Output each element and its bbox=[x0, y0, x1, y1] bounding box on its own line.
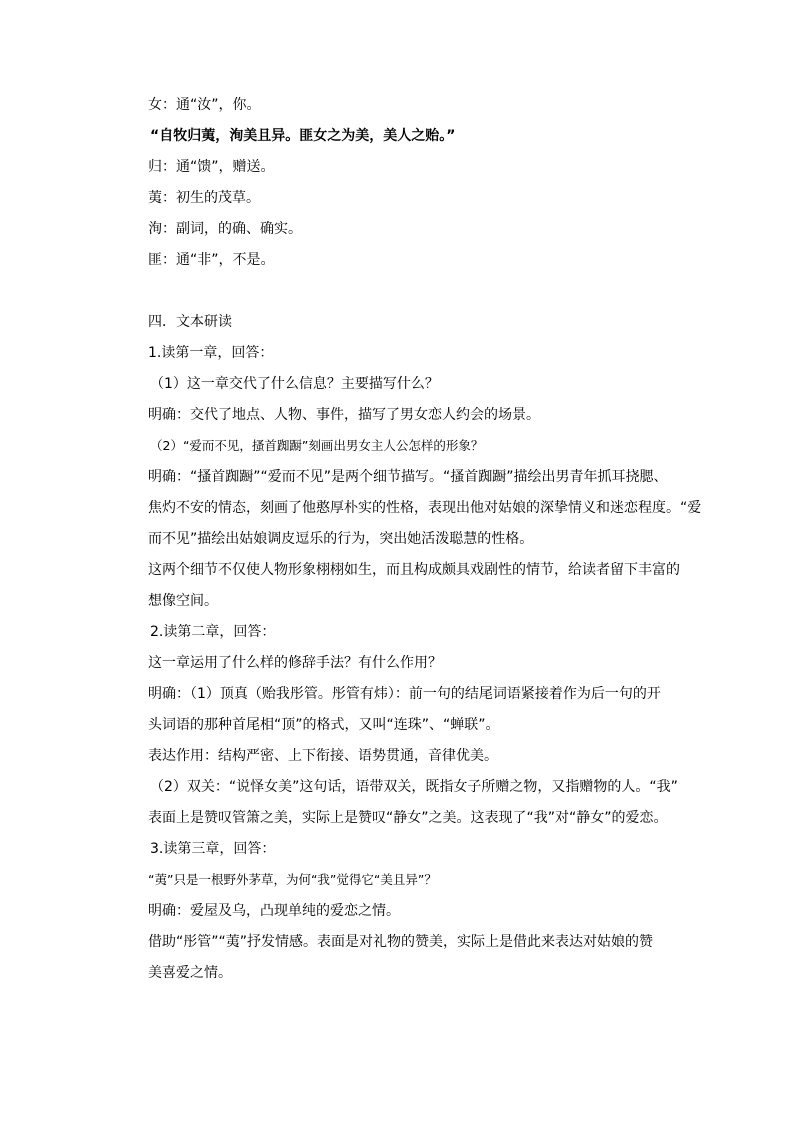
expression-effect: 表达作用：结构严密、上下衔接、语势贯通，音律优美。 bbox=[148, 748, 498, 764]
question-heading-3: 3.读第三章，回答： bbox=[150, 841, 276, 857]
quoted-verse: “自牧归荑，洵美且异。匪女之为美，美人之贻。” bbox=[150, 128, 456, 144]
section-heading: 四．文本研读 bbox=[148, 314, 232, 330]
question-1-1: （1）这一章交代了什么信息？主要描写什么？ bbox=[150, 376, 439, 392]
annotation-nv: 女：通“汝”，你。 bbox=[148, 97, 261, 113]
question-2: 这一章运用了什么样的修辞手法？有什么作用？ bbox=[148, 655, 442, 671]
annotation-ti: 荑：初生的茂草。 bbox=[148, 190, 260, 206]
answer-2-line-1: 明确：（1）顶真（贻我彤管。彤管有炜）：前一句的结尾词语紧接着作为后一句的开 bbox=[148, 686, 661, 702]
answer-1-1: 明确：交代了地点、人物、事件，描写了男女恋人约会的场景。 bbox=[148, 407, 540, 423]
question-3: “荑”只是一根野外茅草，为何“我”觉得它“美且异”？ bbox=[148, 872, 437, 887]
answer-1-2-line-3: 而不见”描绘出姑娘调皮逗乐的行为，突出她活泼聪慧的性格。 bbox=[148, 531, 534, 547]
answer-3-line-1: 借助“彤管”“荑”抒发情感。表面是对礼物的赞美，实际上是借此来表达对姑娘的赞 bbox=[148, 934, 654, 950]
pun-line-2: 表面上是赞叹管箫之美，实际上是赞叹“静女”之美。这表现了“我”对“静女”的爱恋。 bbox=[148, 810, 668, 826]
answer-3: 明确：爱屋及乌，凸现单纯的爱恋之情。 bbox=[148, 903, 400, 919]
answer-1-2-line-2: 焦灼不安的情态，刻画了他憨厚朴实的性格，表现出他对姑娘的深挚情义和迷恋程度。“爱 bbox=[148, 500, 702, 516]
answer-2-line-2: 头词语的那种首尾相“顶”的格式，又叫“连珠”、“蝉联”。 bbox=[148, 717, 500, 733]
pun-line-1: （2）双关：“说怿女美”这句话，语带双关，既指女子所赠之物，又指赠物的人。“我” bbox=[150, 779, 678, 795]
paragraph-2-line-2: 想像空间。 bbox=[148, 593, 218, 609]
annotation-fei: 匪：通“非”，不是。 bbox=[148, 252, 275, 268]
annotation-gui: 归：通“馈”，赠送。 bbox=[148, 159, 275, 175]
paragraph-2-line-1: 这两个细节不仅使人物形象栩栩如生，而且构成颇具戏剧性的情节，给读者留下丰富的 bbox=[148, 562, 680, 578]
answer-3-line-2: 美喜爱之情。 bbox=[148, 965, 232, 981]
answer-1-2-line-1: 明确：“搔首踟蹰”“爱而不见”是两个细节描写。“搔首踟蹰”描绘出男青年抓耳挠腮、 bbox=[148, 469, 668, 485]
question-1-2: （2）“爱而不见，搔首踟蹰”刻画出男女主人公怎样的形象？ bbox=[150, 438, 484, 453]
question-heading-2: 2.读第二章，回答： bbox=[150, 624, 276, 640]
annotation-xun: 洵：副词，的确、确实。 bbox=[148, 221, 302, 237]
question-heading-1: 1.读第一章，回答： bbox=[148, 345, 274, 361]
